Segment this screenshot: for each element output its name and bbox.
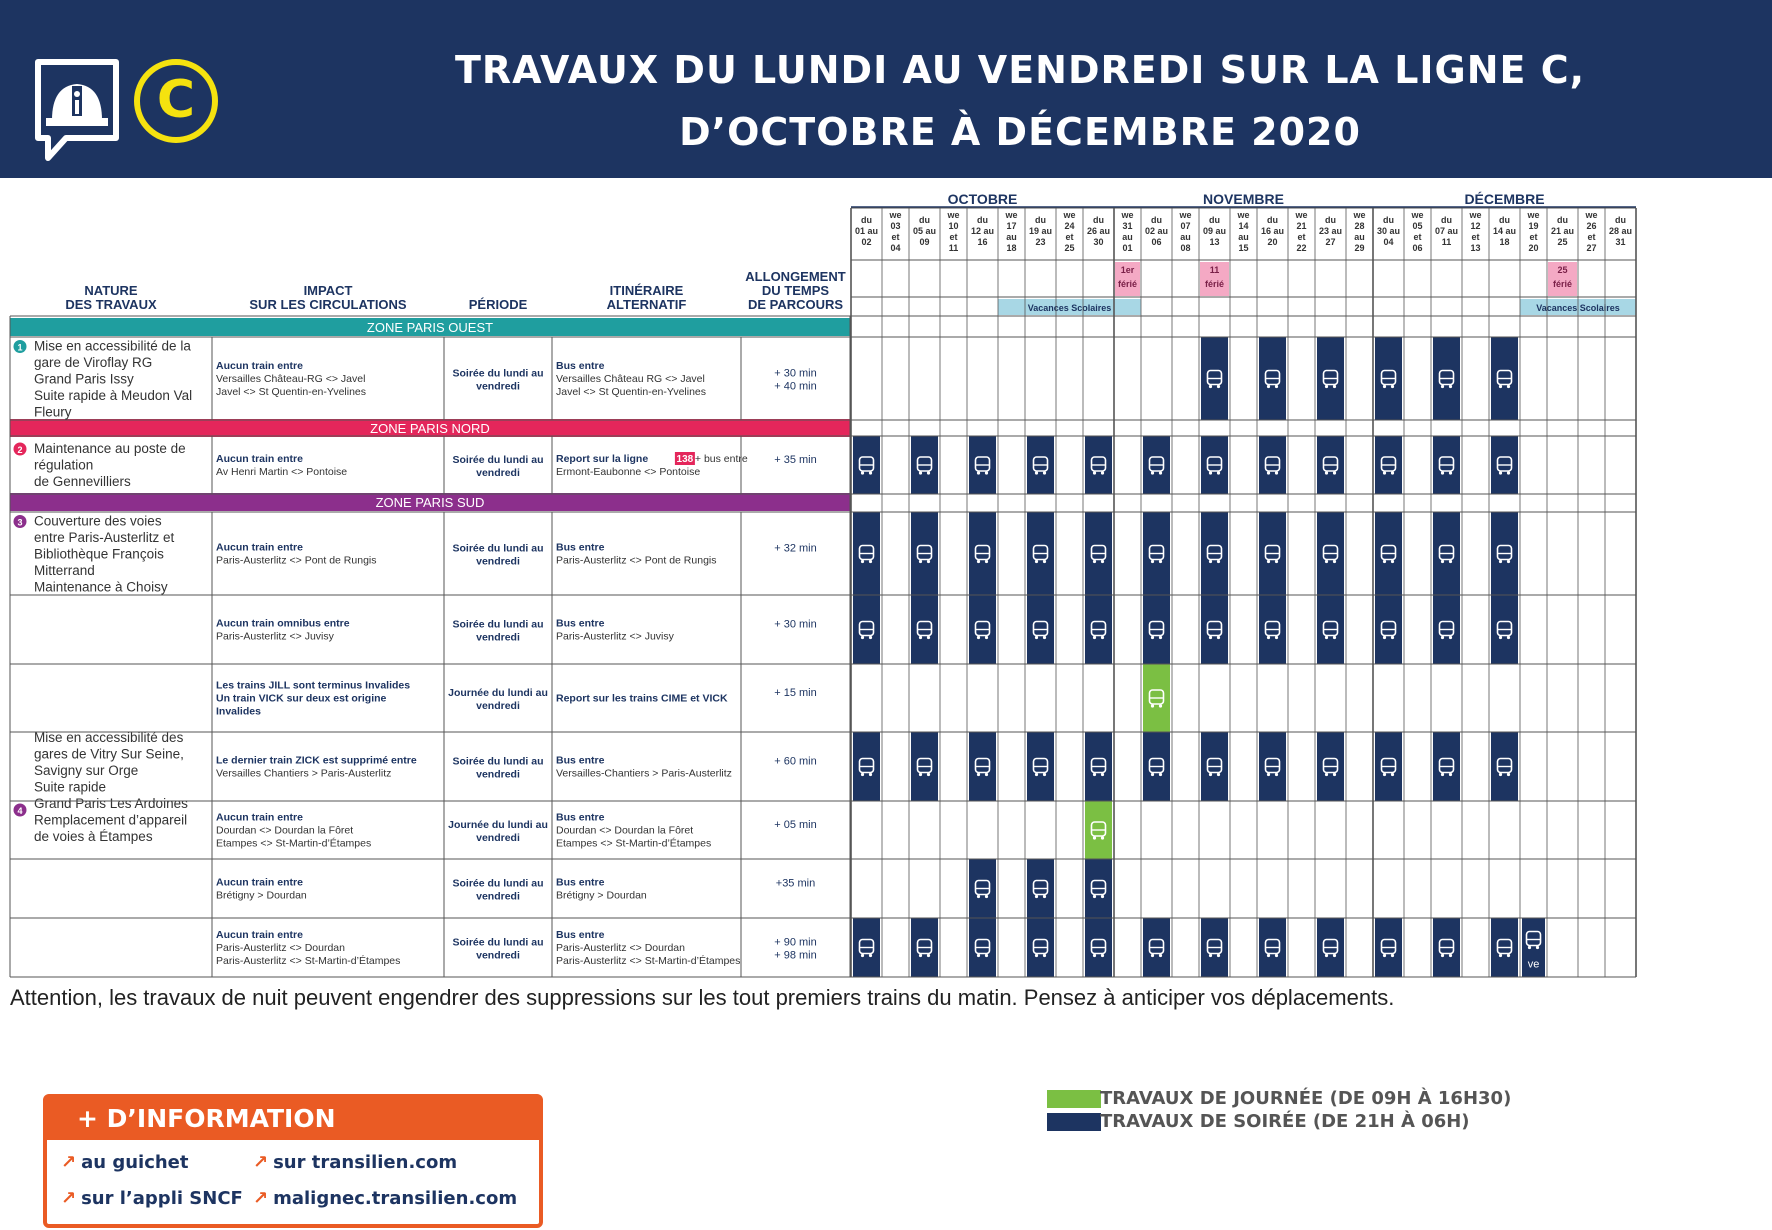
itineraire-title: Bus entre xyxy=(556,876,605,889)
impact-title: Aucun train entre xyxy=(216,811,303,824)
legend-night-swatch xyxy=(1047,1113,1101,1131)
info-link-malignec[interactable]: ↗ malignec.transilien.com xyxy=(253,1188,518,1209)
periode-text: Soirée du lundi au vendredi xyxy=(452,542,544,568)
allongement-text: + 90 min + 98 min xyxy=(774,936,817,962)
impact-detail: Av Henri Martin <> Pontoise xyxy=(216,466,348,478)
period-label: we 24 et 25 xyxy=(1063,210,1076,253)
impact-title: Aucun train entre xyxy=(216,453,303,465)
legend-night-label: TRAVAUX DE SOIRÉE (DE 21H À 06H) xyxy=(1100,1111,1470,1132)
period-label: we 14 au 15 xyxy=(1237,210,1250,253)
nature-text: Mise en accessibilité des gares de Vitry Sur Seine, Savigny sur Orge Suite rapide Grand Paris Les Ardoines Remplacement d’appareil de voies à Étampes xyxy=(34,730,188,844)
period-label: du 07 au 11 xyxy=(1434,215,1459,247)
period-label: we 19 et 20 xyxy=(1527,210,1540,253)
periode-text: Soirée du lundi au vendredi xyxy=(452,877,544,903)
info-link-guichet[interactable]: ↗ au guichet xyxy=(61,1152,189,1173)
period-label: we 03 et 04 xyxy=(889,210,902,253)
itineraire-title: Bus entre xyxy=(556,811,605,824)
weekend-label: ve xyxy=(1527,958,1540,971)
col-header-nature: NATURE DES TRAVAUX xyxy=(65,283,157,312)
itineraire-detail: Versailles Château RG <> Javel Javel <> St Quentin-en-Yvelines xyxy=(556,373,707,398)
impact-title: Les trains JILL sont terminus Invalides Un train VICK sur deux est origine Invalides xyxy=(216,679,411,718)
period-label: we 05 et 06 xyxy=(1411,210,1424,253)
period-label: we 12 et 13 xyxy=(1469,210,1482,253)
periode-text: Soirée du lundi au vendredi xyxy=(452,454,544,479)
period-label: du 01 au 02 xyxy=(854,215,879,247)
itineraire-detail: Dourdan <> Dourdan la Fôret Etampes <> St-Martin-d’Étampes xyxy=(556,824,712,850)
impact-title: Aucun train omnibus entre xyxy=(216,617,350,630)
itineraire-title: Bus entre xyxy=(556,360,605,372)
zone-label: ZONE PARIS NORD xyxy=(370,421,490,436)
school-holidays-label: Vacances Scolaires xyxy=(1536,303,1620,313)
periode-text: Soirée du lundi au vendredi xyxy=(452,936,544,962)
month-label: NOVEMBRE xyxy=(1203,191,1284,207)
periode-text: Journée du lundi au vendredi xyxy=(448,687,548,712)
holiday-label: 1er férié xyxy=(1117,265,1138,289)
period-label: du 30 au 04 xyxy=(1376,215,1401,247)
period-label: du 28 au 31 xyxy=(1608,215,1633,247)
period-label: we 31 au 01 xyxy=(1121,210,1134,253)
zone-calendar-gap xyxy=(851,419,1636,437)
itineraire-detail: Ermont-Eaubonne <> Pontoise xyxy=(556,466,701,478)
arrow-icon: ↗ xyxy=(253,1188,269,1209)
periode-text: Soirée du lundi au vendredi xyxy=(452,618,544,644)
nature-text: Mise en accessibilité de la gare de Viroflay RG Grand Paris Issy Suite rapide à Meudon Val Fleury xyxy=(34,338,193,420)
period-label: du 09 au 13 xyxy=(1202,215,1227,247)
impact-detail: Paris-Austerlitz <> Juvisy xyxy=(216,630,334,643)
allongement-text: + 30 min + 40 min xyxy=(774,367,817,393)
arrow-icon: ↗ xyxy=(61,1188,77,1209)
itineraire-title: Report sur les trains CIME et VICK xyxy=(556,692,728,705)
period-label: we 21 et 22 xyxy=(1295,210,1308,253)
zone-label: ZONE PARIS OUEST xyxy=(366,320,494,335)
periode-text: Soirée du lundi au vendredi xyxy=(452,367,544,393)
impact-title: Aucun train entre xyxy=(216,541,303,554)
period-label: du 12 au 16 xyxy=(970,215,995,247)
legend-day-label: TRAVAUX DE JOURNÉE (DE 09H À 16H30) xyxy=(1100,1088,1512,1109)
itineraire-detail: Paris-Austerlitz <> Dourdan Paris-Austerlitz <> St-Martin-d’Étampes xyxy=(556,942,741,967)
period-label: we 07 au 08 xyxy=(1179,210,1192,253)
itineraire-detail: Paris-Austerlitz <> Juvisy xyxy=(556,630,674,643)
info-link-transilien[interactable]: ↗ sur transilien.com xyxy=(253,1152,458,1173)
group-number: 1 xyxy=(17,342,23,353)
line-badge-label: 138 xyxy=(676,454,694,465)
info-box-title: + D’INFORMATION xyxy=(47,1098,539,1140)
period-label: we 10 et 11 xyxy=(947,210,960,253)
school-holidays-label: Vacances Scolaires xyxy=(1027,303,1112,313)
impact-detail: Versailles Château-RG <> Javel Javel <> St Quentin-en-Yvelines xyxy=(216,373,367,398)
impact-detail: Brétigny > Dourdan xyxy=(216,889,307,902)
warning-note: Attention, les travaux de nuit peuvent engendrer des suppressions sur les tout premiers trains du matin. Pensez à anticiper vos déplacements. xyxy=(10,985,1395,1010)
group-number: 3 xyxy=(17,517,23,528)
col-header-itineraire: ITINÉRAIRE ALTERNATIF xyxy=(606,283,687,312)
period-label: we 17 au 18 xyxy=(1005,210,1018,253)
period-label: du 26 au 30 xyxy=(1086,215,1111,247)
impact-detail: Paris-Austerlitz <> Pont de Rungis xyxy=(216,554,377,567)
itineraire-detail: Paris-Austerlitz <> Pont de Rungis xyxy=(556,554,717,567)
holiday-label: 25 férié xyxy=(1552,265,1573,289)
impact-title: Aucun train entre xyxy=(216,876,303,889)
col-header-periode: PÉRIODE xyxy=(468,297,528,312)
arrow-icon: ↗ xyxy=(253,1152,269,1173)
periode-text: Journée du lundi au vendredi xyxy=(448,819,548,844)
group-number: 2 xyxy=(17,445,23,455)
period-label: du 02 au 06 xyxy=(1144,215,1169,247)
col-header-impact: IMPACT SUR LES CIRCULATIONS xyxy=(249,283,407,312)
impact-detail: Dourdan <> Dourdan la Fôret Etampes <> St-Martin-d’Étampes xyxy=(216,824,372,850)
month-label: OCTOBRE xyxy=(947,191,1018,207)
allongement-text: + 60 min xyxy=(774,755,817,768)
zone-label: ZONE PARIS SUD xyxy=(375,495,485,510)
itineraire-detail: Brétigny > Dourdan xyxy=(556,889,647,902)
itineraire-title: Report sur la ligne xyxy=(556,453,649,465)
allongement-text: + 32 min xyxy=(774,542,817,555)
impact-title: Aucun train entre xyxy=(216,929,303,941)
itineraire-detail: Versailles-Chantiers > Paris-Austerlitz xyxy=(556,767,732,780)
itineraire-title: Bus entre xyxy=(556,929,605,941)
impact-title: Le dernier train ZICK est supprimé entre xyxy=(216,754,417,767)
group-number: 4 xyxy=(17,806,23,816)
nature-text: Couverture des voies entre Paris-Austerlitz et Bibliothèque François Mitterrand Maintenance à Choisy xyxy=(34,513,175,595)
arrow-icon: ↗ xyxy=(61,1152,77,1173)
info-link-appli-sncf[interactable]: ↗ sur l’appli SNCF xyxy=(61,1188,243,1209)
line-c-logo: C xyxy=(134,59,218,143)
holiday-label: 11 férié xyxy=(1204,265,1225,289)
period-label: du 14 au 18 xyxy=(1492,215,1517,247)
period-label: du 23 au 27 xyxy=(1318,215,1343,247)
itineraire-title: Bus entre xyxy=(556,754,605,767)
period-label: we 28 au 29 xyxy=(1353,210,1366,253)
period-label: du 19 au 23 xyxy=(1028,215,1053,247)
itineraire-title: Bus entre xyxy=(556,541,605,554)
col-header-allongement: ALLONGEMENT DU TEMPS DE PARCOURS xyxy=(745,269,846,312)
zone-calendar-gap xyxy=(851,493,1636,511)
month-label: DÉCEMBRE xyxy=(1464,191,1545,207)
periode-text: Soirée du lundi au vendredi xyxy=(452,755,544,781)
page-title-line1: TRAVAUX DU LUNDI AU VENDREDI SUR LA LIGNE C, xyxy=(454,48,1586,92)
period-label: du 21 au 25 xyxy=(1550,215,1575,247)
info-box xyxy=(43,1094,543,1228)
impact-title: Aucun train entre xyxy=(216,360,303,372)
allongement-text: + 05 min xyxy=(774,819,817,831)
legend-day-swatch xyxy=(1047,1090,1101,1108)
period-label: du 16 au 20 xyxy=(1260,215,1285,247)
allongement-text: + 35 min xyxy=(774,454,817,466)
period-label: du 05 au 09 xyxy=(912,215,937,247)
allongement-text: + 15 min xyxy=(774,687,817,699)
allongement-text: +35 min xyxy=(775,877,816,890)
zone-calendar-gap xyxy=(851,318,1636,336)
itineraire-suffix: + bus entre xyxy=(694,453,748,465)
impact-detail: Versailles Chantiers > Paris-Austerlitz xyxy=(216,767,392,780)
period-label: we 26 et 27 xyxy=(1585,210,1598,253)
itineraire-title: Bus entre xyxy=(556,617,605,630)
nature-text: Maintenance au poste de régulation de Gennevilliers xyxy=(34,441,186,489)
page-title-line2: D’OCTOBRE À DÉCEMBRE 2020 xyxy=(679,110,1361,154)
impact-detail: Paris-Austerlitz <> Dourdan Paris-Austerlitz <> St-Martin-d’Étampes xyxy=(216,942,401,967)
allongement-text: + 30 min xyxy=(774,618,817,631)
